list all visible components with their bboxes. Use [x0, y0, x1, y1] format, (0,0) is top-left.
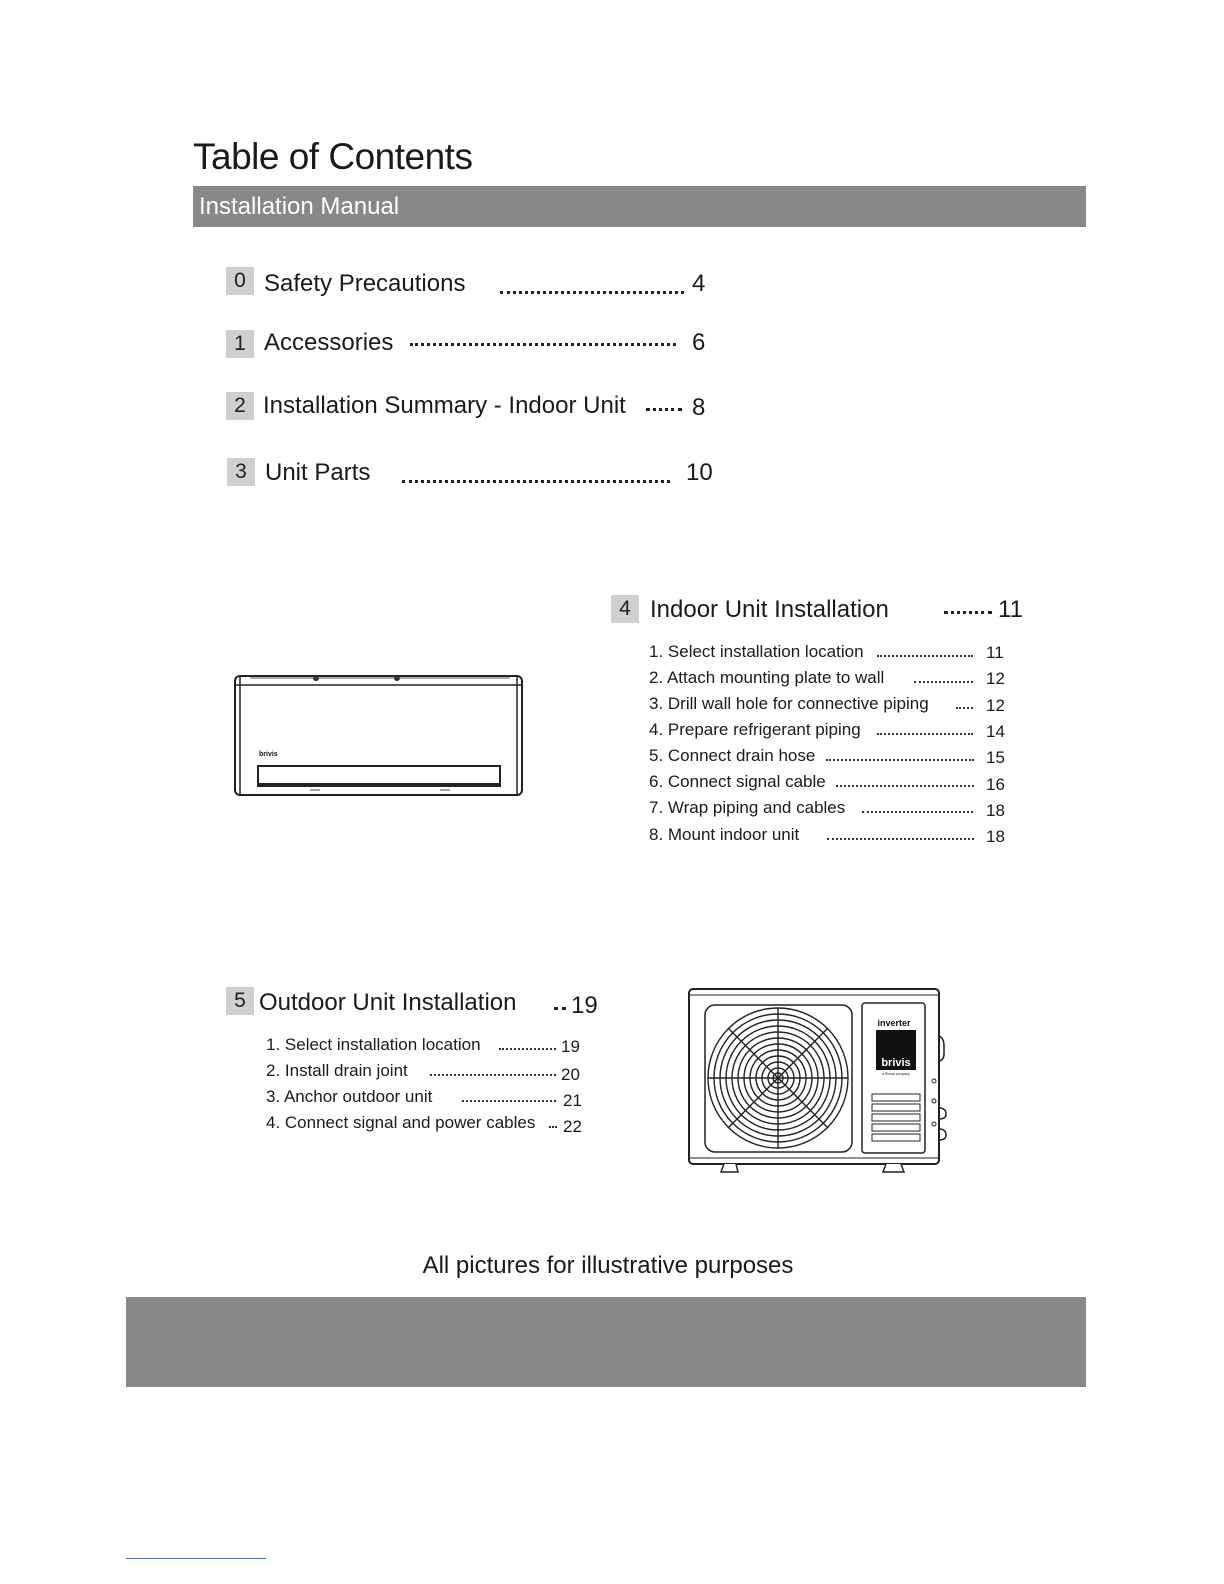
toc-page: 11 [998, 596, 1023, 623]
subitem-page: 18 [986, 801, 1005, 820]
subitem-label: 4. Connect signal and power cables [266, 1113, 536, 1132]
leader-dots [410, 322, 676, 346]
leader-dots [646, 387, 682, 411]
toc-label: Indoor Unit Installation [650, 596, 889, 623]
section-number: 1 [226, 330, 254, 358]
footer-note: All pictures for illustrative purposes [422, 1252, 794, 1279]
subitem-label: 5. Connect drain hose [649, 746, 816, 765]
leader-dots [862, 798, 973, 813]
indoor-brand-logo: brivis [259, 751, 278, 758]
page-title: Table of Contents [193, 136, 473, 177]
toc-page: 8 [692, 394, 706, 421]
toc-page: 19 [571, 992, 598, 1019]
subitem-label: 4. Prepare refrigerant piping [649, 720, 861, 739]
subitem-page: 22 [563, 1117, 582, 1136]
subitem-page: 20 [561, 1065, 580, 1084]
subitem-page: 12 [986, 696, 1005, 715]
subitem-label: 8. Mount indoor unit [649, 825, 800, 844]
subitem-page: 19 [561, 1037, 580, 1056]
leader-dots [877, 720, 973, 735]
leader-dots [500, 270, 684, 294]
subitem-label: 1. Select installation location [266, 1035, 481, 1054]
subitem-label: 1. Select installation location [649, 642, 864, 661]
toc-page: 6 [692, 329, 706, 356]
indoor-unit-illustration [230, 668, 530, 802]
leader-dots [826, 746, 974, 761]
toc-label: Unit Parts [265, 459, 371, 486]
leader-dots [549, 1113, 557, 1128]
section-number: 2 [226, 392, 254, 420]
inverter-label: inverter [877, 1018, 911, 1028]
subitem-page: 14 [986, 722, 1005, 741]
subitem-label: 2. Attach mounting plate to wall [649, 668, 885, 687]
toc-label: Accessories [264, 329, 394, 356]
footer-bar [126, 1297, 1086, 1387]
subitem-label: 2. Install drain joint [266, 1061, 408, 1080]
section-number: 0 [226, 267, 254, 295]
toc-page: 10 [686, 459, 713, 486]
leader-dots [430, 1061, 556, 1076]
leader-dots [499, 1035, 556, 1050]
toc-label: Safety Precautions [264, 270, 466, 297]
toc-label: Installation Summary - Indoor Unit [263, 392, 626, 419]
subitem-label: 3. Anchor outdoor unit [266, 1087, 433, 1106]
leader-dots [944, 590, 992, 614]
outdoor-unit-illustration [686, 986, 956, 1176]
leader-dots [402, 459, 670, 483]
brand-tagline: a Rinnai company [881, 1072, 911, 1076]
subitem-page: 11 [986, 643, 1004, 662]
toc-page: 4 [692, 270, 706, 297]
subitem-page: 15 [986, 748, 1005, 767]
leader-dots [827, 825, 974, 840]
leader-dots [554, 986, 566, 1010]
subitem-page: 12 [986, 669, 1005, 688]
leader-dots [914, 668, 973, 683]
section-number: 4 [611, 595, 639, 623]
subitem-page: 21 [563, 1091, 582, 1110]
leader-dots [836, 772, 974, 787]
subitem-page: 18 [986, 827, 1005, 846]
subitem-label: 6. Connect signal cable [649, 772, 826, 791]
section-banner: Installation Manual [193, 186, 1086, 227]
leader-dots [877, 642, 973, 657]
section-number: 5 [226, 987, 254, 1015]
subitem-page: 16 [986, 775, 1005, 794]
bottom-rule [126, 1558, 266, 1559]
section-number: 3 [227, 458, 255, 486]
subitem-label: 3. Drill wall hole for connective piping [649, 694, 929, 713]
leader-dots [462, 1087, 556, 1102]
toc-label: Outdoor Unit Installation [259, 989, 517, 1016]
leader-dots [956, 694, 973, 709]
outdoor-brand-logo: brivis [881, 1057, 911, 1069]
subitem-label: 7. Wrap piping and cables [649, 798, 846, 817]
